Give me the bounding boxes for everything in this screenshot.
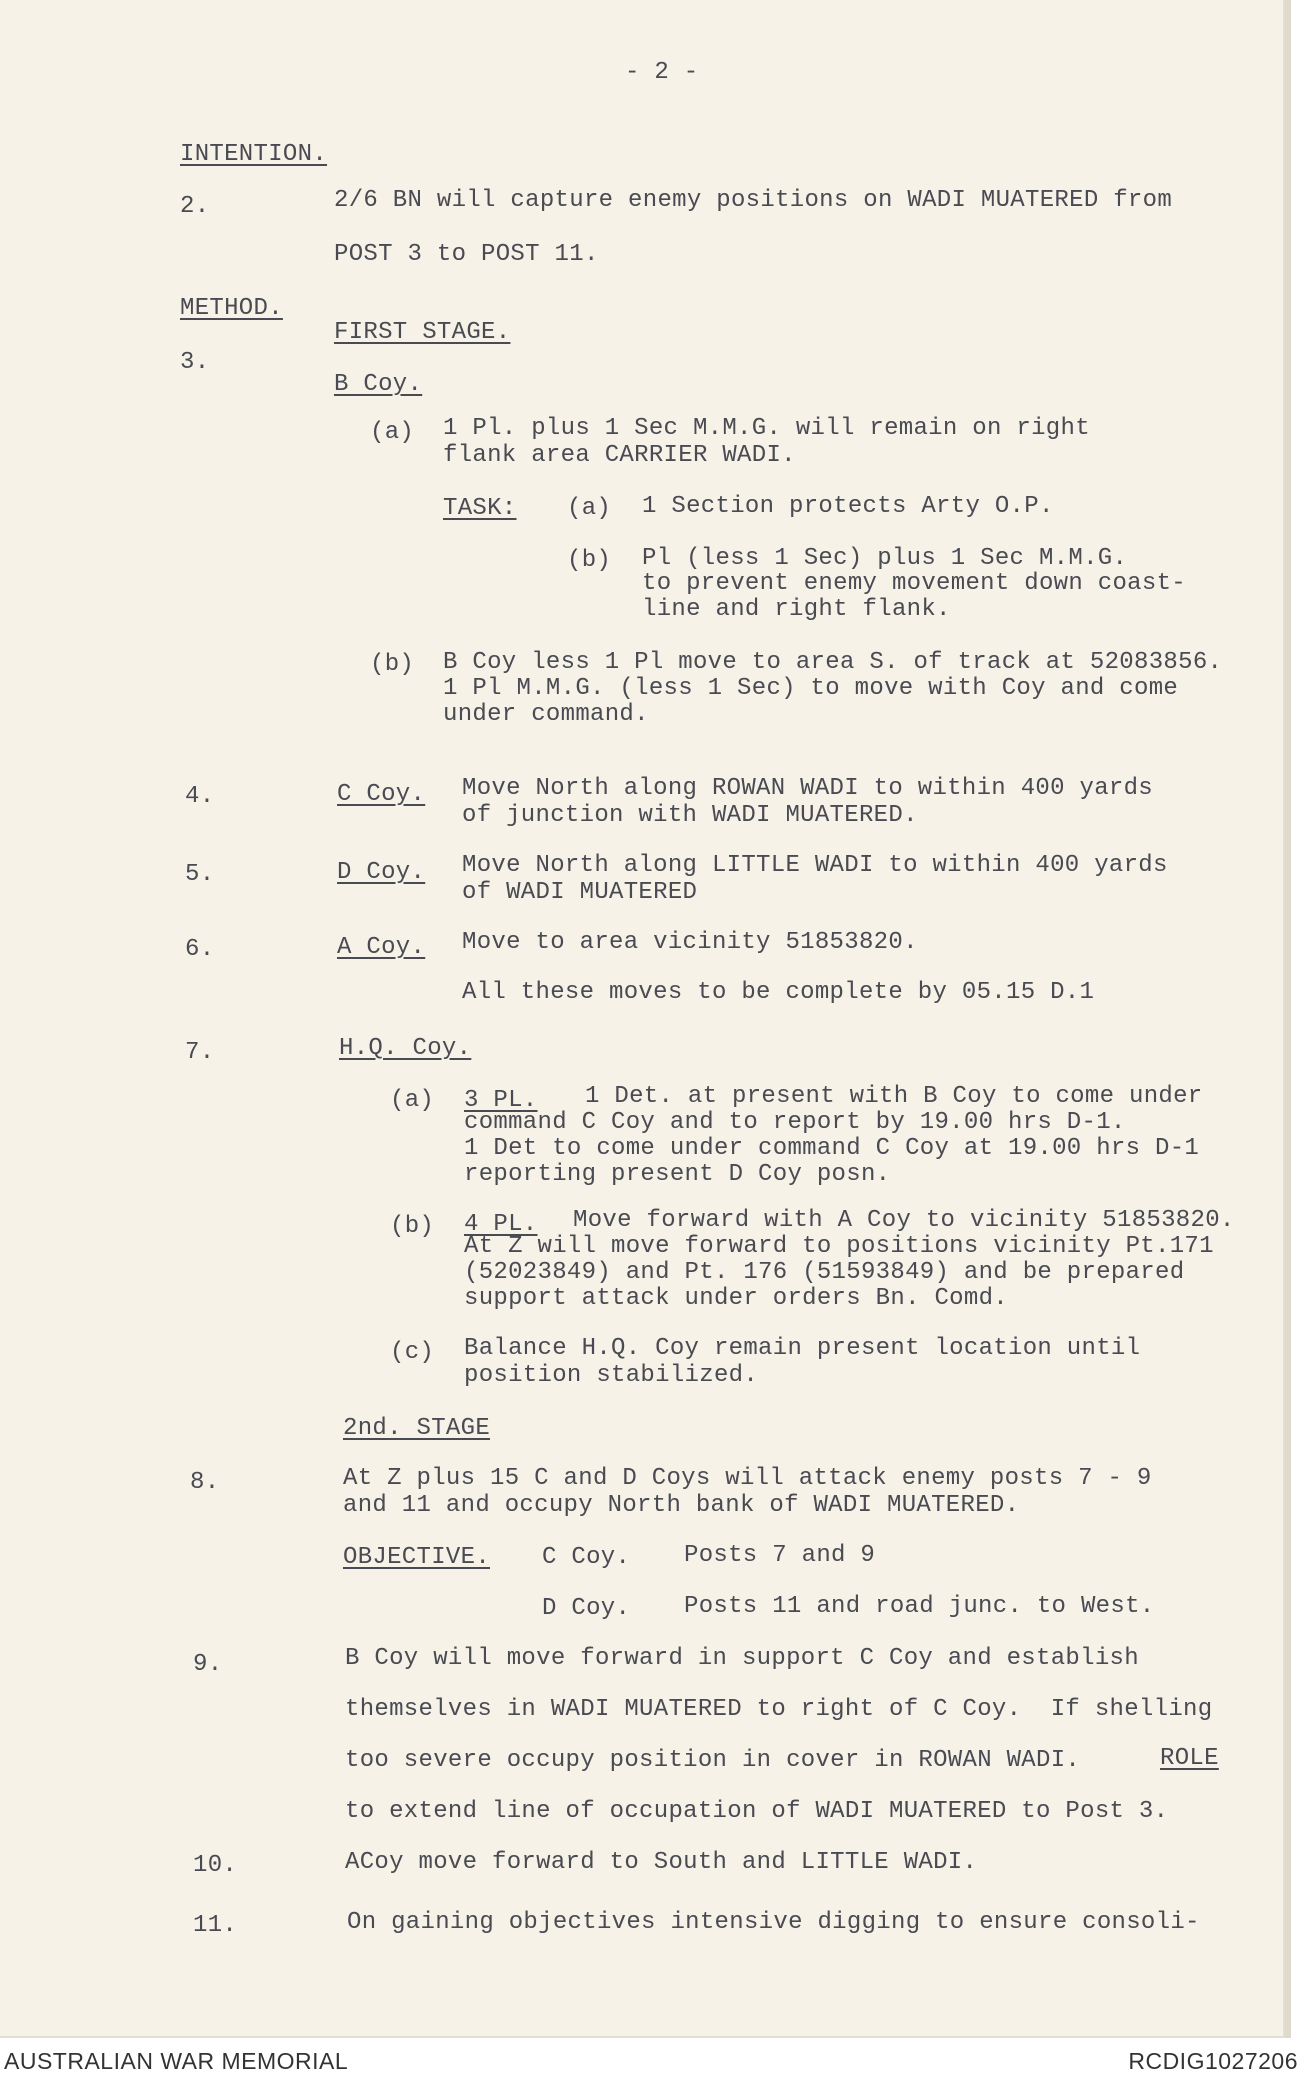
task-b-line-3: line and right flank. xyxy=(642,596,951,623)
para9-line-1: B Coy will move forward in support C Coy and establish xyxy=(345,1645,1139,1672)
item-label: (c) xyxy=(390,1339,435,1366)
para3-b-line-2: 1 Pl M.M.G. (less 1 Sec) to move with Coy and come xyxy=(443,675,1179,702)
para7-b-line-4: support attack under orders Bn. Comd. xyxy=(464,1285,1008,1312)
para7-b-line-2: At Z will move forward to positions vicinity Pt.171 xyxy=(464,1233,1214,1260)
intention-line-2: POST 3 to POST 11. xyxy=(334,241,599,268)
para3-a-line-1: 1 Pl. plus 1 Sec M.M.G. will remain on right xyxy=(443,415,1090,442)
para-number: 10. xyxy=(193,1852,238,1879)
para9-line-3: too severe occupy position in cover in ROWAN WADI. xyxy=(345,1747,1081,1774)
page-number: - 2 - xyxy=(625,59,699,86)
para-number: 3. xyxy=(180,349,210,376)
para-number: 11. xyxy=(193,1912,238,1939)
sub-heading-b-coy: B Coy. xyxy=(334,371,423,398)
para-number: 9. xyxy=(193,1651,223,1678)
intention-line-1: 2/6 BN will capture enemy positions on WADI MUATERED from xyxy=(334,187,1173,214)
task-a-text: 1 Section protects Arty O.P. xyxy=(642,493,1054,520)
page-edge xyxy=(1285,0,1291,2038)
para6-note: All these moves to be complete by 05.15 D.1 xyxy=(462,979,1095,1006)
para7-c-line-2: position stabilized. xyxy=(464,1362,759,1389)
para7-b-line-3: (52023849) and Pt. 176 (51593849) and be prepared xyxy=(464,1259,1185,1286)
para9-line-2: themselves in WADI MUATERED to right of C Coy. If shelling xyxy=(345,1696,1213,1723)
sub-heading-d-coy: D Coy. xyxy=(337,859,426,886)
para6-line: Move to area vicinity 51853820. xyxy=(462,929,918,956)
para3-b-line-1: B Coy less 1 Pl move to area S. of track at 52083856. xyxy=(443,649,1223,676)
para7-a-line-4: reporting present D Coy posn. xyxy=(464,1161,891,1188)
para7-a-line-1: 1 Det. at present with B Coy to come under xyxy=(585,1083,1203,1110)
para-number: 6. xyxy=(185,936,215,963)
item-label: (a) xyxy=(390,1087,435,1114)
item-label: (b) xyxy=(370,651,415,678)
objective-2-text: Posts 11 and road junc. to West. xyxy=(684,1593,1155,1620)
para-number: 4. xyxy=(185,783,215,810)
para4-line-1: Move North along ROWAN WADI to within 400 yards xyxy=(462,775,1154,802)
para-number: 8. xyxy=(190,1469,220,1496)
para10-line: ACoy move forward to South and LITTLE WADI. xyxy=(345,1849,978,1876)
para5-line-2: of WADI MUATERED xyxy=(462,879,698,906)
objective-2-unit: D Coy. xyxy=(542,1595,631,1622)
para11-line: On gaining objectives intensive digging to ensure consoli- xyxy=(347,1909,1200,1936)
item-label: (b) xyxy=(567,547,612,574)
footer-left: AUSTRALIAN WAR MEMORIAL xyxy=(4,2048,349,2074)
para-number: 5. xyxy=(185,861,215,888)
sub-heading-3-pl: 3 PL. xyxy=(464,1087,538,1114)
item-label: (b) xyxy=(390,1213,435,1240)
para3-a-line-2: flank area CARRIER WADI. xyxy=(443,442,796,469)
sub-heading-hq-coy: H.Q. Coy. xyxy=(339,1035,472,1062)
task-b-line-1: Pl (less 1 Sec) plus 1 Sec M.M.G. xyxy=(642,545,1128,572)
sub-heading-c-coy: C Coy. xyxy=(337,781,426,808)
section-heading-method: METHOD. xyxy=(180,295,283,322)
objective-label: OBJECTIVE. xyxy=(343,1544,491,1571)
para7-a-line-3: 1 Det to come under command C Coy at 19.00 hrs D-1 xyxy=(464,1135,1200,1162)
para-number: 2. xyxy=(180,193,210,220)
role-label: ROLE xyxy=(1160,1745,1219,1772)
item-label: (a) xyxy=(567,495,612,522)
para9-role-line: to extend line of occupation of WADI MUATERED to Post 3. xyxy=(345,1798,1169,1825)
task-label: TASK: xyxy=(443,495,517,522)
section-heading-intention: INTENTION. xyxy=(180,141,328,168)
para7-b-line-1: Move forward with A Coy to vicinity 51853820. xyxy=(573,1207,1235,1234)
sub-heading-a-coy: A Coy. xyxy=(337,934,426,961)
item-label: (a) xyxy=(370,419,415,446)
para5-line-1: Move North along LITTLE WADI to within 400 yards xyxy=(462,852,1168,879)
second-stage-heading: 2nd. STAGE xyxy=(343,1415,491,1442)
para7-a-line-2: command C Coy and to report by 19.00 hrs D-1. xyxy=(464,1109,1126,1136)
para7-c-line-1: Balance H.Q. Coy remain present location until xyxy=(464,1335,1141,1362)
para8-line-2: and 11 and occupy North bank of WADI MUATERED. xyxy=(343,1492,1020,1519)
task-b-line-2: to prevent enemy movement down coast- xyxy=(642,570,1186,597)
para4-line-2: of junction with WADI MUATERED. xyxy=(462,802,918,829)
first-stage-heading: FIRST STAGE. xyxy=(334,319,511,346)
objective-1-unit: C Coy. xyxy=(542,1544,631,1571)
sub-heading-4-pl: 4 PL. xyxy=(464,1211,538,1238)
para-number: 7. xyxy=(185,1039,215,1066)
objective-1-text: Posts 7 and 9 xyxy=(684,1542,876,1569)
para3-b-line-3: under command. xyxy=(443,701,649,728)
para8-line-1: At Z plus 15 C and D Coys will attack enemy posts 7 - 9 xyxy=(343,1465,1152,1492)
footer-right: RCDIG1027206 xyxy=(1128,2048,1298,2074)
